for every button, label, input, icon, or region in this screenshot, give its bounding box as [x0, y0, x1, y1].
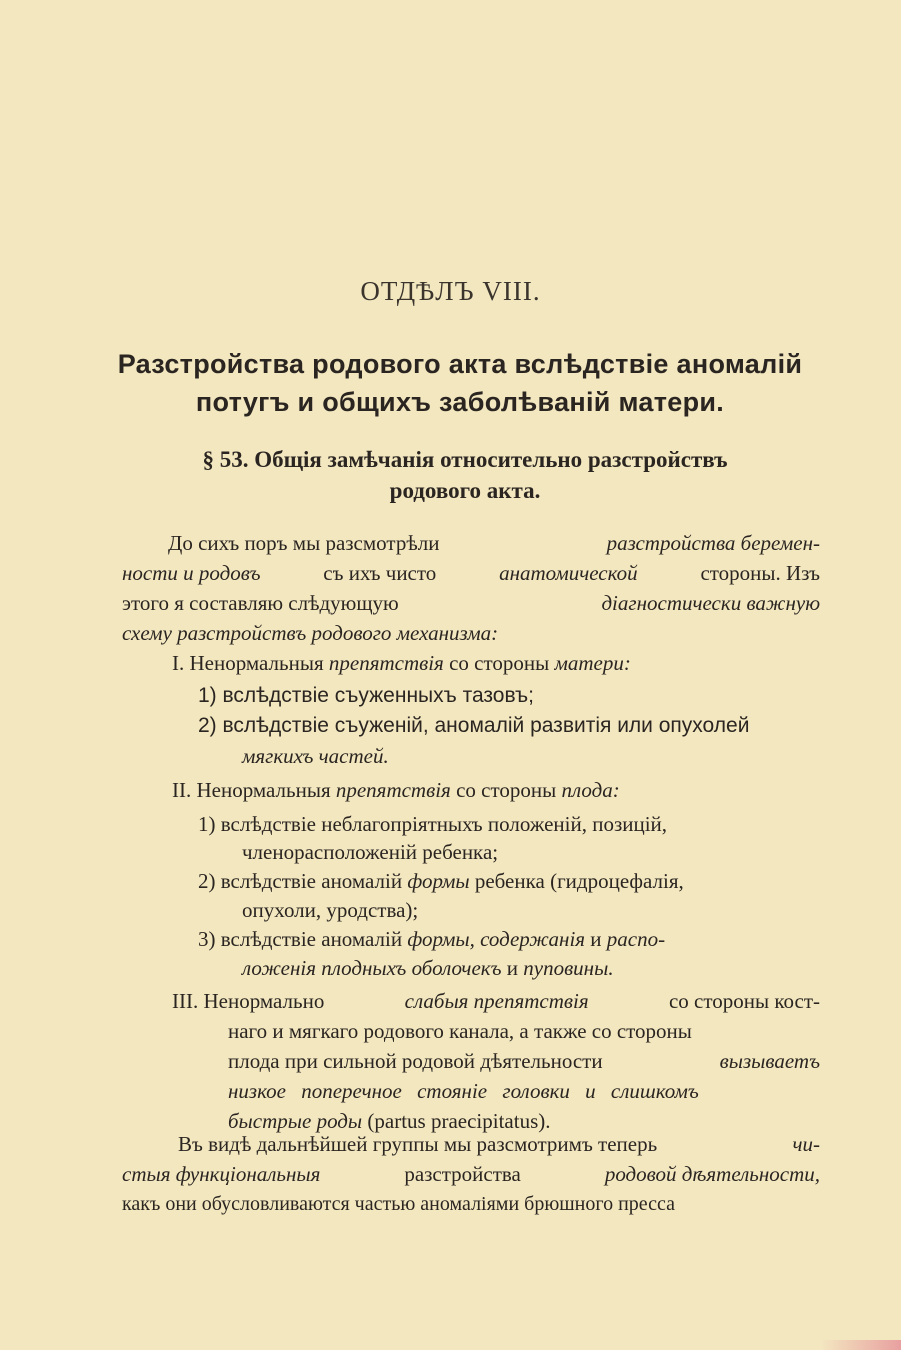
outro-line-2: стыя функціональныя разстройства родовой дѣятельности, — [122, 1162, 820, 1186]
page-edge-mark — [820, 1340, 901, 1350]
section-number: ОТДѢЛЪ VIII. — [360, 276, 541, 306]
intro-line-4: схему разстройствъ родового механизма: — [122, 621, 499, 645]
section-1-heading: I. Ненормальныя препятствія со стороны матери: — [172, 651, 631, 675]
section-1-item-2: 2) вслѣдствіе съуженій, аномалій развитія или опухолей — [198, 714, 750, 737]
intro-paragraph — [122, 528, 820, 648]
section-2-item-2-cont: опухоли, уродства); — [242, 898, 419, 922]
section-2-item-1-cont: членорасположеній ребенка; — [242, 840, 499, 864]
section-3-line-4: низкое поперечное стояніе головки и слишкомъ — [228, 1079, 699, 1103]
section-3 — [172, 986, 820, 1136]
section-3-line-2: наго и мягкаго родового канала, а также со стороны — [228, 1019, 692, 1043]
intro-line-3: этого я составляю слѣдующую діагностически важную — [122, 591, 820, 615]
section-1-item-2-cont: мягкихъ частей. — [242, 744, 389, 768]
chapter-title-line-1: Разстройства родового акта вслѣдствіе аномалій — [117, 349, 803, 379]
section-2-item-2: 2) вслѣдствіе аномалій формы ребенка (гидроцефалія, — [198, 869, 684, 893]
intro-line-2: ности и родовъ съ ихъ чисто анатомической стороны. Изъ — [122, 561, 820, 585]
section-2-item-3-cont: ложенія плодныхъ оболочекъ и пуповины. — [242, 956, 614, 980]
paragraph-heading — [110, 444, 820, 506]
section-1-item-1: 1) вслѣдствіе съуженныхъ тазовъ; — [198, 684, 534, 707]
outro-line-1: Въ видѣ дальнѣйшей группы мы разсмотримъ теперь чи- — [178, 1132, 820, 1156]
paragraph-heading-line-1: § 53. Общія замѣчанія относительно разстройствъ — [202, 447, 728, 472]
section-3-line-3: плода при сильной родовой дѣятельности вызываетъ — [228, 1049, 820, 1073]
section-3-line-5: быстрые роды (partus praecipitatus). — [228, 1109, 551, 1133]
section-2-item-1: 1) вслѣдствіе неблагопріятныхъ положеній, позицій, — [198, 812, 668, 836]
section-3-line-1: III. Ненормально слабыя препятствія со стороны кост- — [172, 989, 820, 1013]
chapter-title — [100, 345, 820, 421]
intro-line-1: До сихъ поръ мы разсмотрѣли разстройства беремен- — [168, 531, 820, 555]
paragraph-heading-line-2: родового акта. — [389, 478, 541, 503]
outro-paragraph — [122, 1129, 820, 1219]
chapter-title-line-2: потугъ и общихъ заболѣваній матери. — [195, 387, 725, 417]
outro-line-3: какъ они обусловливаются частью аномаліями брюшного пресса — [122, 1193, 676, 1215]
section-2-item-3: 3) вслѣдствіе аномалій формы, содержанія и распо- — [198, 927, 666, 951]
section-2-heading: II. Ненормальныя препятствія со стороны плода: — [172, 778, 620, 802]
